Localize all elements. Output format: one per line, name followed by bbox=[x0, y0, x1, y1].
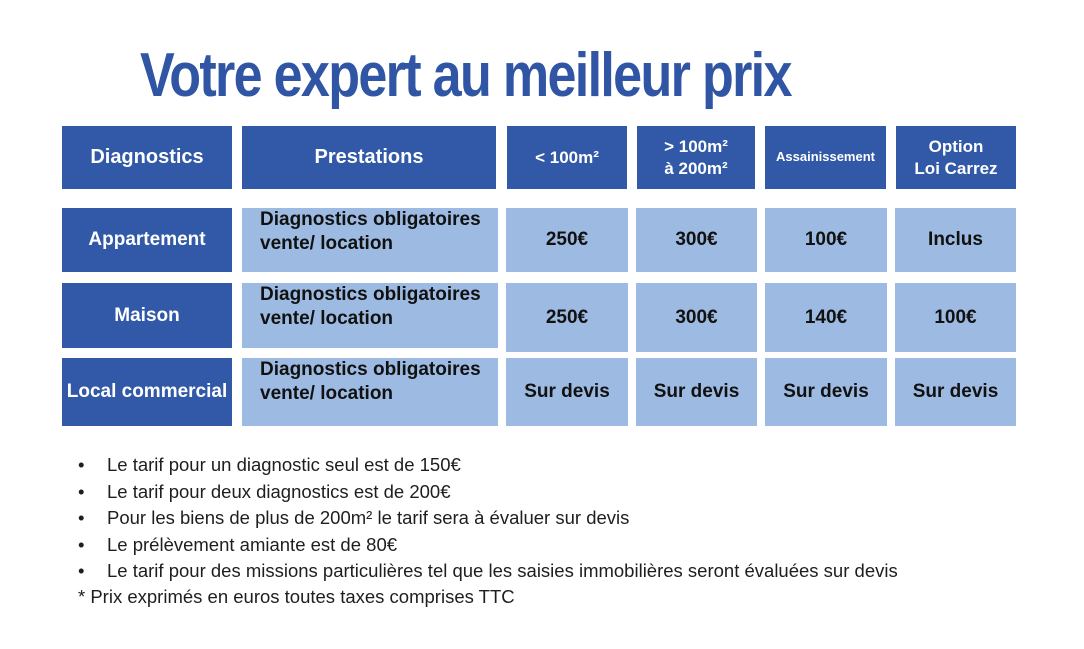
list-item bbox=[78, 452, 1058, 479]
row-label: Appartement bbox=[88, 229, 206, 251]
note-text: Le tarif pour des missions particulières tel que les saisies immobilières seront évaluées sur devis bbox=[107, 560, 898, 581]
price-cell bbox=[895, 358, 1016, 426]
header-100-200m2 bbox=[637, 126, 755, 189]
bullet-icon: • bbox=[78, 454, 85, 475]
note-text: Le tarif pour un diagnostic seul est de 150€ bbox=[107, 454, 461, 475]
header-label-line2: Loi Carrez bbox=[914, 158, 998, 178]
price-cell bbox=[506, 358, 628, 426]
header-prestations bbox=[242, 126, 496, 189]
header-less-100m2 bbox=[507, 126, 627, 189]
price-value: Inclus bbox=[928, 229, 983, 251]
note-text: Le tarif pour deux diagnostics est de 200€ bbox=[107, 480, 451, 502]
price-cell bbox=[636, 358, 757, 426]
price-value: Sur devis bbox=[912, 381, 999, 403]
price-value: 250€ bbox=[545, 306, 589, 328]
price-value: 300€ bbox=[675, 306, 718, 328]
header-label: Assainissement bbox=[776, 149, 875, 165]
price-value: 140€ bbox=[804, 306, 848, 328]
price-value: 250€ bbox=[545, 229, 589, 251]
header-label-line1: > 100m² bbox=[664, 137, 728, 157]
header-option-loi-carrez bbox=[896, 126, 1016, 189]
prestation-line1: Diagnostics obligatoires bbox=[260, 284, 481, 305]
bullet-icon: • bbox=[78, 560, 85, 581]
price-value: Sur devis bbox=[653, 381, 740, 403]
price-cell bbox=[895, 283, 1016, 352]
header-label: Diagnostics bbox=[90, 146, 204, 168]
price-value: 100€ bbox=[804, 229, 848, 251]
price-cell bbox=[895, 208, 1016, 272]
header-diagnostics bbox=[62, 126, 232, 189]
row-label-maison bbox=[62, 283, 232, 348]
price-cell bbox=[765, 283, 887, 352]
footnote: * Prix exprimés en euros toutes taxes comprises TTC bbox=[78, 586, 515, 607]
prestation-cell bbox=[242, 283, 498, 348]
row-label-local-commercial bbox=[62, 358, 232, 426]
bullet-icon: • bbox=[78, 533, 85, 555]
header-label: Prestations bbox=[314, 146, 424, 168]
note-text: Le prélèvement amiante est de 80€ bbox=[107, 533, 398, 555]
prestation-line2: vente/ location bbox=[260, 232, 394, 254]
note-text: Pour les biens de plus de 200m² le tarif sera à évaluer sur devis bbox=[107, 507, 630, 528]
prestation-line1: Diagnostics obligatoires bbox=[260, 209, 481, 230]
price-cell bbox=[765, 358, 887, 426]
list-item bbox=[78, 505, 1058, 532]
price-cell bbox=[765, 208, 887, 272]
price-cell bbox=[636, 208, 757, 272]
list-item bbox=[78, 479, 1058, 506]
prestation-cell bbox=[242, 358, 498, 426]
header-label: < 100m² bbox=[535, 147, 599, 167]
price-cell bbox=[636, 283, 757, 352]
prestation-line2: vente/ location bbox=[260, 307, 394, 329]
price-value: Sur devis bbox=[524, 381, 610, 403]
row-label: Maison bbox=[114, 304, 180, 326]
header-label-line1: Option bbox=[928, 137, 984, 157]
prestation-line2: vente/ location bbox=[260, 382, 394, 404]
page-title: Votre expert au meilleur prix bbox=[140, 41, 791, 110]
notes-list bbox=[78, 452, 1058, 585]
price-value: 100€ bbox=[934, 306, 977, 328]
prestation-line1: Diagnostics obligatoires bbox=[260, 359, 481, 380]
price-cell bbox=[506, 283, 628, 352]
price-value: 300€ bbox=[675, 229, 718, 251]
bullet-icon: • bbox=[78, 480, 85, 502]
price-value: Sur devis bbox=[783, 381, 869, 403]
prestation-cell bbox=[242, 208, 498, 272]
header-assainissement bbox=[765, 126, 886, 189]
list-item bbox=[78, 558, 1058, 585]
row-label-appartement bbox=[62, 208, 232, 272]
header-label-line2: à 200m² bbox=[664, 158, 728, 178]
price-cell bbox=[506, 208, 628, 272]
list-item bbox=[78, 532, 1058, 559]
row-label: Local commercial bbox=[66, 381, 228, 403]
bullet-icon: • bbox=[78, 507, 85, 528]
